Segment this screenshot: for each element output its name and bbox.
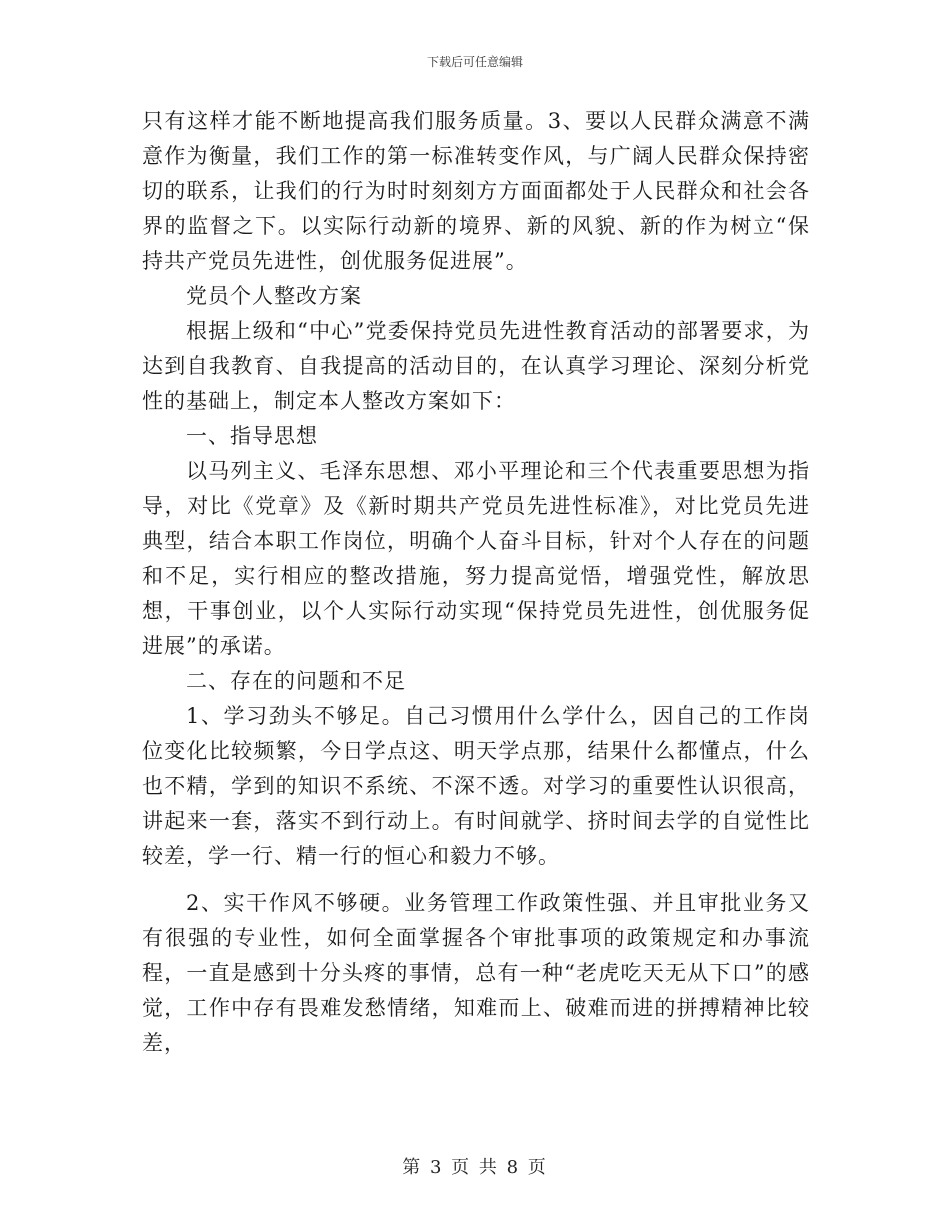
paragraph-intro: 根据上级和“中心”党委保持党员先进性教育活动的部署要求，为达到自我教育、自我提高的活动目的，在认真学习理论、深刻分析党性的基础上，制定本人整改方案如下： [142, 319, 810, 413]
section-heading-guiding-ideology: 一、指导思想 [186, 424, 318, 448]
paragraph-guiding-ideology: 以马列主义、毛泽东思想、邓小平理论和三个代表重要思想为指导，对比《党章》及《新时期共产党员先进性标准》，对比党员先进典型，结合本职工作岗位，明确个人奋斗目标，针对个人存在的问题和不足，实行相应的整改措施，努力提高觉悟，增强党性，解放思想，干事创业，以个人实际行动实现“保持党员先进性，创优服务促进展”的承诺。 [142, 459, 810, 658]
paragraph-problem-1: 1、学习劲头不够足。自己习惯用什么学什么，因自己的工作岗位变化比较频繁，今日学点这、明天学点那，结果什么都懂点，什么也不精，学到的知识不系统、不深不透。对学习的重要性认识很高，讲起来一套，落实不到行动上。有时间就学、挤时间去学的自觉性比较差，学一行、精一行的恒心和毅力不够。 [142, 704, 810, 868]
document-title: 党员个人整改方案 [186, 284, 362, 308]
page-header-note: 下载后可任意编辑 [426, 55, 523, 69]
page-footer-number: 第 3 页 共 8 页 [402, 1157, 548, 1178]
paragraph-problem-2: 2、实干作风不够硬。业务管理工作政策性强、并且审批业务又有很强的专业性，如何全面掌握各个审批事项的政策规定和办事流程，一直是感到十分头疼的事情，总有一种“老虎吃天无从下口”的感觉，工作中存有畏难发愁情绪，知难而上、破难而进的拼搏精神比较差， [142, 891, 810, 1055]
document-body [142, 104, 810, 1061]
section-heading-problems: 二、存在的问题和不足 [186, 669, 406, 693]
paragraph-continuation: 只有这样才能不断地提高我们服务质量。3、要以人民群众满意不满意作为衡量，我们工作的第一标准转变作风，与广阔人民群众保持密切的联系，让我们的行为时时刻刻方方面面都处于人民群众和社会各界的监督之下。以实际行动新的境界、新的风貌、新的作为树立“保持共产党员先进性，创优服务促进展”。 [142, 109, 810, 273]
paragraph-spacer [142, 874, 810, 886]
